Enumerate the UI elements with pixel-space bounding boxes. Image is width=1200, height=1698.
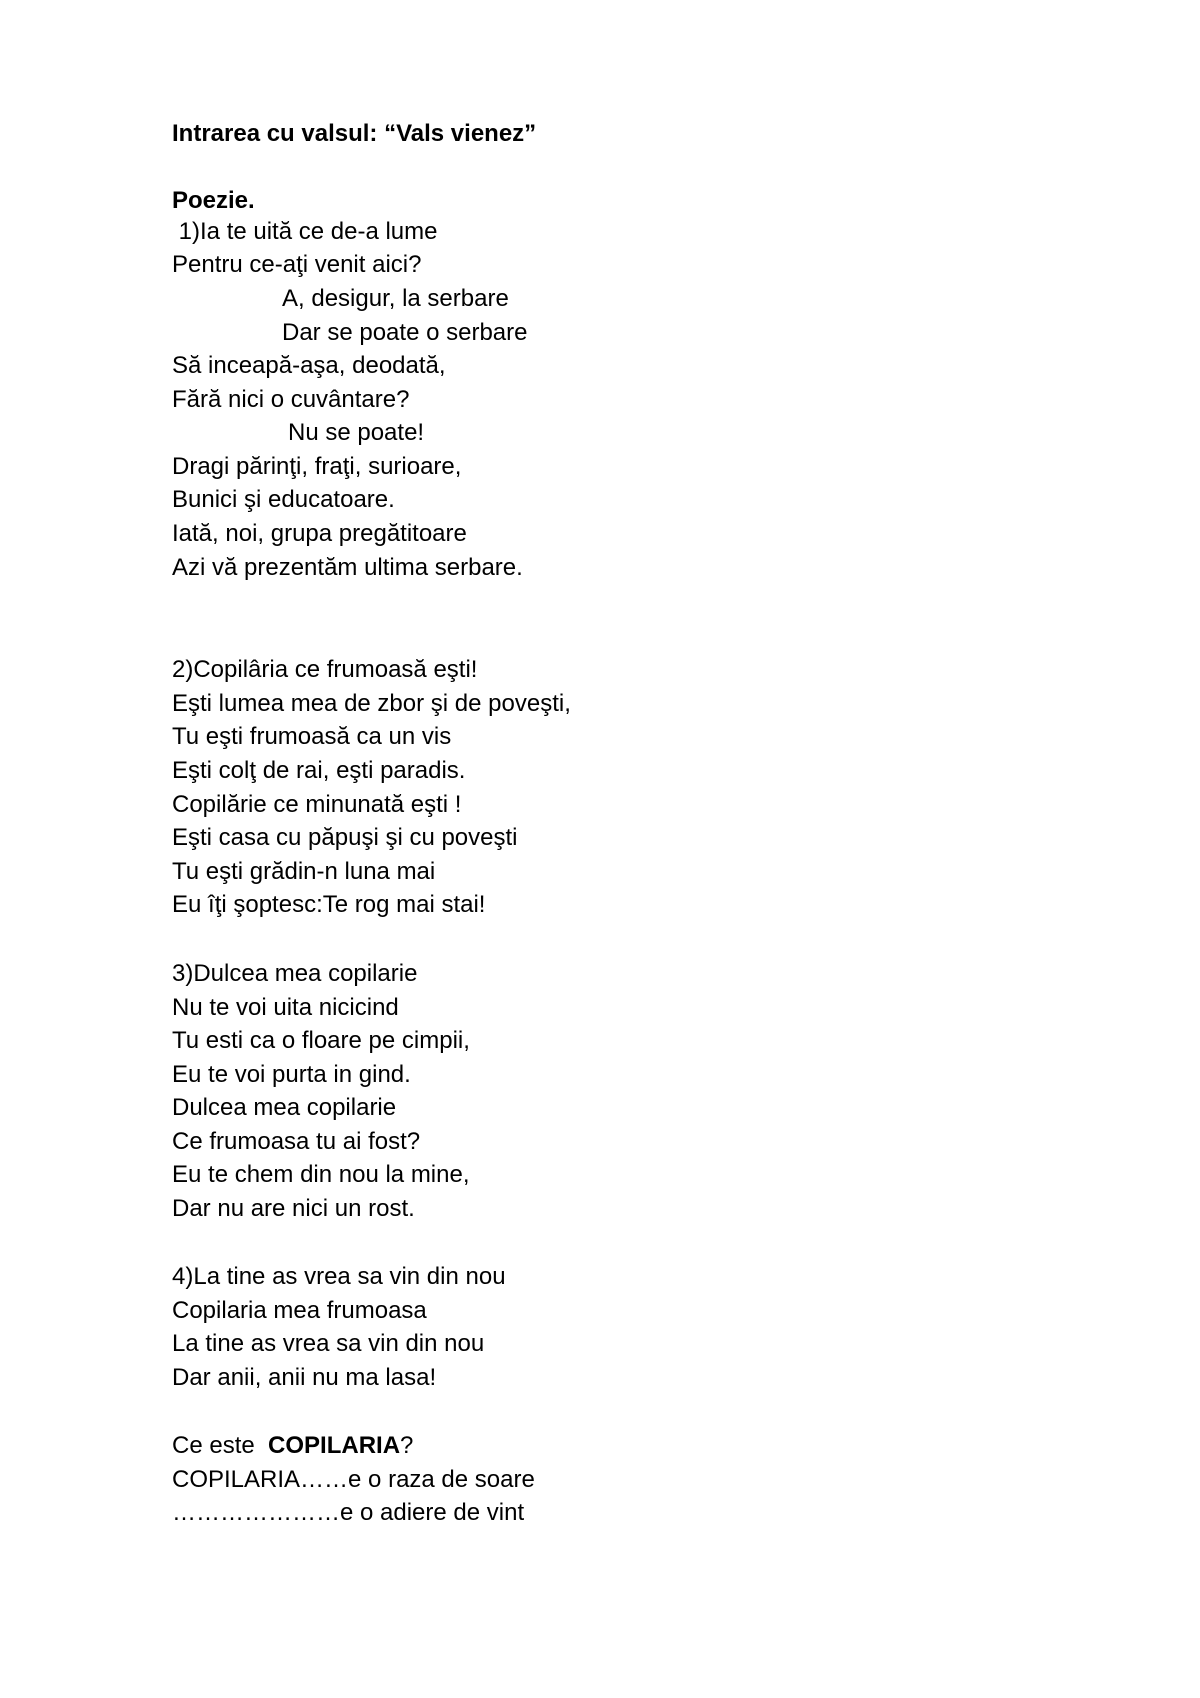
poem-line: Azi vă prezentăm ultima serbare. (172, 554, 523, 581)
poem-line: 3)Dulcea mea copilarie (172, 960, 418, 987)
poem-line: Să inceapă-aşa, deodată, (172, 352, 446, 379)
answer-line: …………………e o adiere de vint (172, 1499, 525, 1526)
poem-line: Nu te voi uita nicicind (172, 994, 399, 1021)
poem-line: Copilărie ce minunată eşti ! (172, 791, 462, 818)
poem-line: Tu eşti frumoasă ca un vis (172, 723, 452, 750)
poem-line: Tu esti ca o floare pe cimpii, (172, 1027, 470, 1054)
question-keyword: COPILARIA (268, 1432, 401, 1459)
question-line (172, 1431, 413, 1461)
poem-line: Eu te voi purta in gind. (172, 1061, 411, 1088)
poem-line: Pentru ce-aţi venit aici? (172, 251, 422, 278)
poem-line: Dragi părinţi, fraţi, surioare, (172, 453, 462, 480)
poem-line: Tu eşti grădin-n luna mai (172, 858, 436, 885)
poem-line: Eu te chem din nou la mine, (172, 1161, 470, 1188)
document-title: Intrarea cu valsul: “Vals vienez” (172, 120, 537, 147)
poem-line: Eşti lumea mea de zbor şi de poveşti, (172, 690, 571, 717)
poem-line: Eu îţi şoptesc:Te rog mai stai! (172, 891, 486, 918)
poem-line: 1)Ia te uită ce de-a lume (172, 218, 438, 245)
poem-line: Bunici şi educatoare. (172, 486, 395, 513)
poem-line: Eşti colţ de rai, eşti paradis. (172, 757, 466, 784)
poem-line: Copilaria mea frumoasa (172, 1297, 427, 1324)
poem-line: Eşti casa cu păpuşi şi cu poveşti (172, 824, 518, 851)
poem-line: 2)Copilâria ce frumoasă eşti! (172, 656, 478, 683)
poem-line: Dulcea mea copilarie (172, 1094, 397, 1121)
poem-line: Iată, noi, grupa pregătitoare (172, 520, 467, 547)
poem-line: Dar nu are nici un rost. (172, 1195, 415, 1222)
poem-heading: Poezie. (172, 187, 255, 214)
poem-line: Dar anii, anii nu ma lasa! (172, 1364, 437, 1391)
poem-line: A, desigur, la serbare (282, 285, 509, 312)
question-prefix: Ce este (172, 1432, 269, 1459)
poem-line: La tine as vrea sa vin din nou (172, 1330, 485, 1357)
question-suffix: ? (400, 1432, 414, 1459)
poem-line: Nu se poate! (288, 419, 425, 446)
poem-line: Ce frumoasa tu ai fost? (172, 1128, 421, 1155)
poem-line: Dar se poate o serbare (282, 319, 528, 346)
answer-line: COPILARIA……e o raza de soare (172, 1466, 535, 1493)
poem-line: Fără nici o cuvântare? (172, 386, 410, 413)
poem-line: 4)La tine as vrea sa vin din nou (172, 1263, 506, 1290)
